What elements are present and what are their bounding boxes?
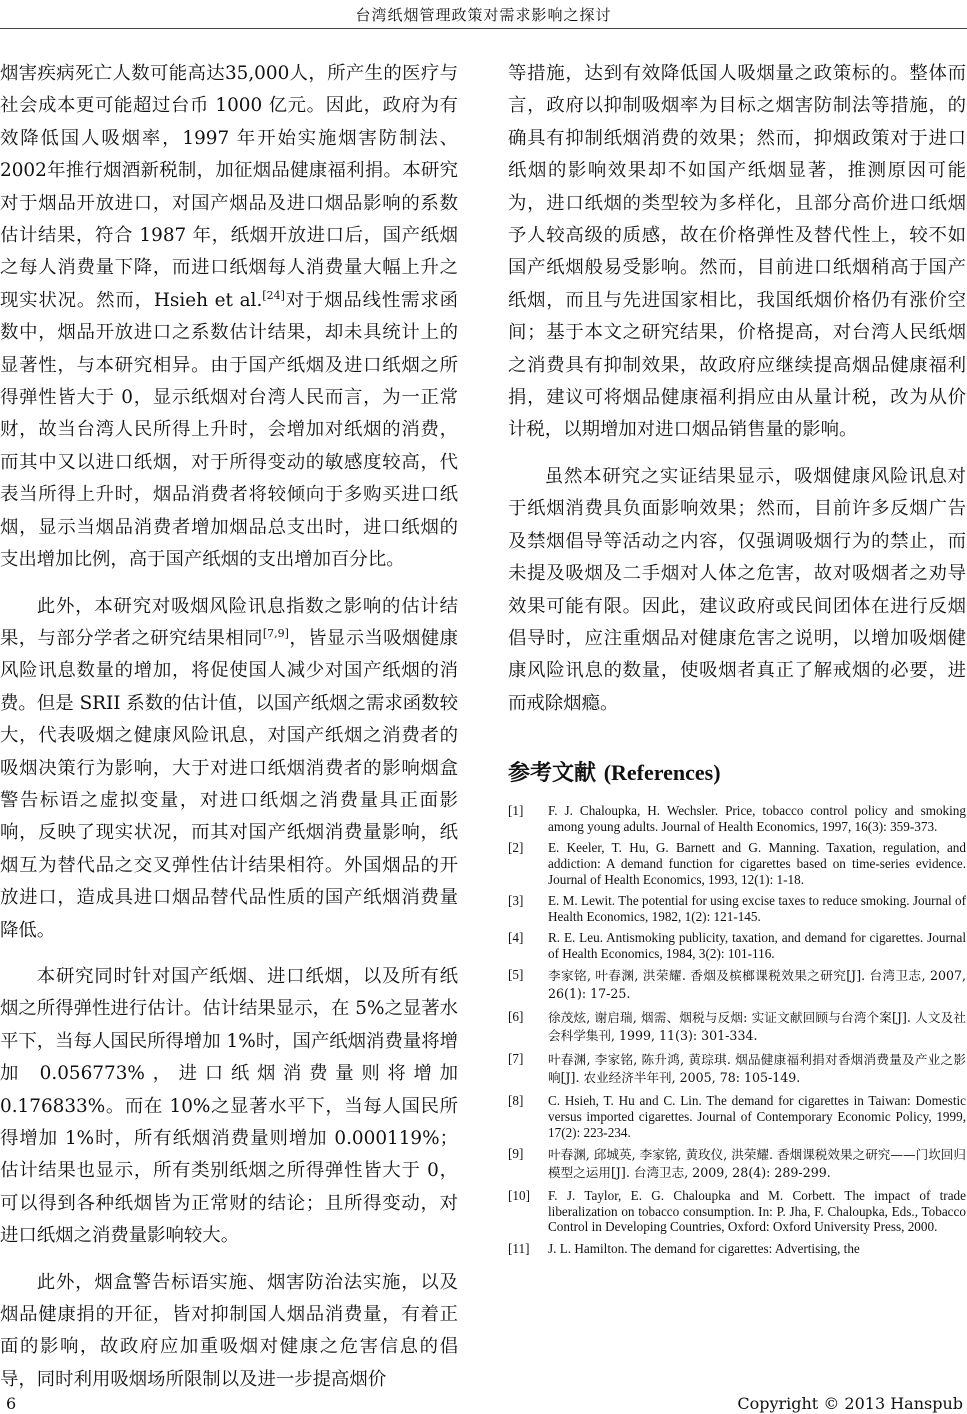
reference-text: 徐茂炫, 谢启瑞, 烟需、烟税与反烟: 实证文献回顾与台湾个案[J]. 人文及社会科学集刊, 1999, 11(3): 301-334. — [548, 1010, 966, 1044]
reference-item — [508, 1241, 966, 1257]
paragraph-text: 此外，本研究对吸烟风险讯息指数之影响的估计结果，与部分学者之研究结果相同 — [0, 595, 458, 649]
right-column — [508, 58, 966, 1263]
reference-number: [1] — [508, 803, 524, 819]
reference-text: E. M. Lewit. The potential for using excise taxes to reduce smoking. Journal of Health Economics, 1982, 1(2): 121-145. — [548, 893, 966, 924]
reference-text: J. L. Hamilton. The demand for cigarettes: Advertising, the — [548, 1241, 860, 1257]
references-title-en: (References) — [603, 760, 721, 786]
citation[interactable]: [7,9] — [262, 626, 289, 640]
running-title: 台湾纸烟管理政策对需求影响之探讨 — [355, 6, 612, 24]
reference-number: [7] — [508, 1051, 524, 1067]
reference-item — [508, 1188, 966, 1235]
reference-number: [5] — [508, 967, 524, 983]
reference-item — [508, 1146, 966, 1182]
reference-number: [6] — [508, 1009, 524, 1025]
references-title-cn: 参考文献 — [508, 761, 597, 787]
reference-number: [8] — [508, 1093, 524, 1109]
reference-text: E. Keeler, T. Hu, G. Barnett and G. Manning. Taxation, regulation, and addiction: A demand function for cigarettes based on time-series evidence. Journal of Health Economics, 1993, 12(1): 1-18. — [548, 840, 966, 887]
reference-list — [508, 803, 966, 1257]
body-paragraph-5: 等措施，达到有效降低国人吸烟量之政策标的。整体而言，政府以抑制吸烟率为目标之烟害防制法等措施，的确具有抑制纸烟消费的效果；然而，抑烟政策对于进口纸烟的影响效果却不如国产纸烟显著，推测原因可能为，进口纸烟的类型较为多样化，且部分高价进口纸烟予人较高级的质感，故在价格弹性及替代性上，较不如国产纸烟般易受影响。然而，目前进口纸烟稍高于国产纸烟，而且与先进国家相比，我国纸烟价格仍有涨价空间；基于本文之研究结果，价格提高，对台湾人民纸烟之消费具有抑制效果，故政府应继续提高烟品健康福利捐，建议可将烟品健康福利捐应由从量计税，改为从价计税，以期增加对进口烟品销售量的影响。 — [508, 63, 966, 441]
reference-number: [9] — [508, 1146, 524, 1162]
body-paragraph-1 — [0, 58, 458, 577]
reference-item — [508, 967, 966, 1003]
paragraph-text: ，皆显示当吸烟健康风险讯息数量的增加，将促使国人减少对国产纸烟的消费。但是 SRII 系数的估计值，以国产纸烟之需求函数较大，代表吸烟之健康风险讯息，对国产纸烟之消费者的吸烟决策行为影响，大于对进口纸烟消费者的影响烟盒警告标语之虚拟变量，对进口纸烟之消费量具正面影响，反映了现实状况，而其对国产纸烟消费量影响，纸烟互为替代品之交叉弹性估计结果相符。外国烟品的开放进口，造成具进口烟品替代品性质的国产纸烟消费量降低。 — [0, 627, 458, 941]
copyright-notice: Copyright © 2013 Hanspub — [737, 1394, 963, 1413]
reference-text: F. J. Chaloupka, H. Wechsler. Price, tobacco control policy and smoking among young adults. Journal of Health Economics, 1997, 16(3): 359-373. — [548, 803, 966, 834]
reference-text: 李家铭, 叶春渊, 洪荣耀. 香烟及槟榔课税效果之研究[J]. 台湾卫志, 2007, 26(1): 17-25. — [548, 968, 966, 1002]
reference-text: 叶春渊, 李家铭, 陈升鸿, 黄琮琪. 烟品健康福利捐对香烟消费量及产业之影响[J]. 农业经济半年刊, 2005, 78: 105-149. — [548, 1052, 966, 1086]
reference-number: [3] — [508, 893, 524, 909]
reference-item — [508, 1009, 966, 1045]
body-paragraph-3: 本研究同时针对国产纸烟、进口纸烟，以及所有纸烟之所得弹性进行估计。估计结果显示，在 5%之显著水平下，当每人国民所得增加 1%时，国产纸烟消费量将增加 0.056773%，进口纸烟消费量则将增加 0.176833%。而在 10%之显著水平下，当每人国民所得增加 1%时，所有纸烟消费量则增加 0.000119%；估计结果也显示，所有类别纸烟之所得弹性皆大于 0，可以得到各种纸烟皆为正常财的结论；且所得变动，对进口纸烟之消费量影响较大。 — [0, 965, 459, 1247]
reference-text: R. E. Leu. Antismoking publicity, taxation, and demand for cigarettes. Journal of Health Economics, 1984, 3(2): 101-116. — [548, 930, 966, 961]
references-heading — [508, 756, 966, 787]
reference-number: [2] — [508, 840, 524, 856]
reference-text: C. Hsieh, T. Hu and C. Lin. The demand for cigarettes in Taiwan: Domestic versus imported cigarettes. Journal of Contemporary Economic Policy, 1999, 17(2): 223-234. — [548, 1093, 966, 1140]
reference-item — [508, 893, 966, 924]
body-paragraph-2 — [0, 591, 458, 947]
citation[interactable]: [24] — [262, 288, 285, 302]
left-column — [0, 58, 458, 1396]
reference-number: [10] — [508, 1188, 530, 1204]
paragraph-text: 烟害疾病死亡人数可能高达35,000人，所产生的医疗与社会成本更可能超过台币 1000 亿元。因此，政府为有效降低国人吸烟率，1997 年开始实施烟害防制法、2002年推行烟酒新税制，加征烟品健康福利捐。本研究对于烟品开放进口，对国产烟品及进口烟品影响的系数估计结果，符合 1987 年，纸烟开放进口后，国产纸烟之每人消费量下降，而进口纸烟每人消费量大幅上升之现实状况。然而，Hsieh et al. — [0, 63, 458, 311]
reference-item — [508, 930, 966, 961]
header-rule — [0, 28, 967, 29]
reference-number: [4] — [508, 930, 524, 946]
reference-item — [508, 840, 966, 887]
paragraph-text: 对于烟品线性需求函数中，烟品开放进口之系数估计结果，却未具统计上的显著性，与本研究相异。由于国产纸烟及进口纸烟之所得弹性皆大于 0，显示纸烟对台湾人民而言，为一正常财，故当台湾人民所得上升时，会增加对纸烟的消费，而其中又以进口纸烟，对于所得变动的敏感度较高，代表当所得上升时，烟品消费者将较倾向于多购买进口纸烟，显示当烟品消费者增加烟品总支出时，进口纸烟的支出增加比例，高于国产纸烟的支出增加百分比。 — [0, 289, 458, 571]
reference-text: F. J. Taylor, E. G. Chaloupka and M. Corbett. The impact of trade liberalization on tobacco consumption. In: P. Jha, F. Chaloupka, Eds., Tobacco Control in Developing Countries, Oxford: Oxford University Press, 2000. — [548, 1188, 966, 1235]
reference-item — [508, 803, 966, 834]
page-number: 6 — [6, 1394, 17, 1413]
reference-number: [11] — [508, 1241, 530, 1257]
body-paragraph-4: 此外，烟盒警告标语实施、烟害防治法实施，以及烟品健康捐的开征，皆对抑制国人烟品消费量，有着正面的影响，故政府应加重吸烟对健康之危害信息的倡导，同时利用吸烟场所限制以及进一步提高烟价 — [0, 1271, 458, 1390]
reference-item — [508, 1093, 966, 1140]
reference-item — [508, 1051, 966, 1087]
body-paragraph-6: 虽然本研究之实证结果显示，吸烟健康风险讯息对于纸烟消费具负面影响效果；然而，目前许多反烟广告及禁烟倡导等活动之内容，仅强调吸烟行为的禁止，而未提及吸烟及二手烟对人体之危害，故对吸烟者之劝导效果可能有限。因此，建议政府或民间团体在进行反烟倡导时，应注重烟品对健康危害之说明，以增加吸烟健康风险讯息的数量，使吸烟者真正了解戒烟的必要，进而戒除烟瘾。 — [508, 465, 966, 714]
reference-text: 叶春渊, 邱城英, 李家铭, 黄玫仪, 洪荣耀. 香烟课税效果之研究——门坎回归模型之运用[J]. 台湾卫志, 2009, 28(4): 289-299. — [548, 1147, 966, 1181]
